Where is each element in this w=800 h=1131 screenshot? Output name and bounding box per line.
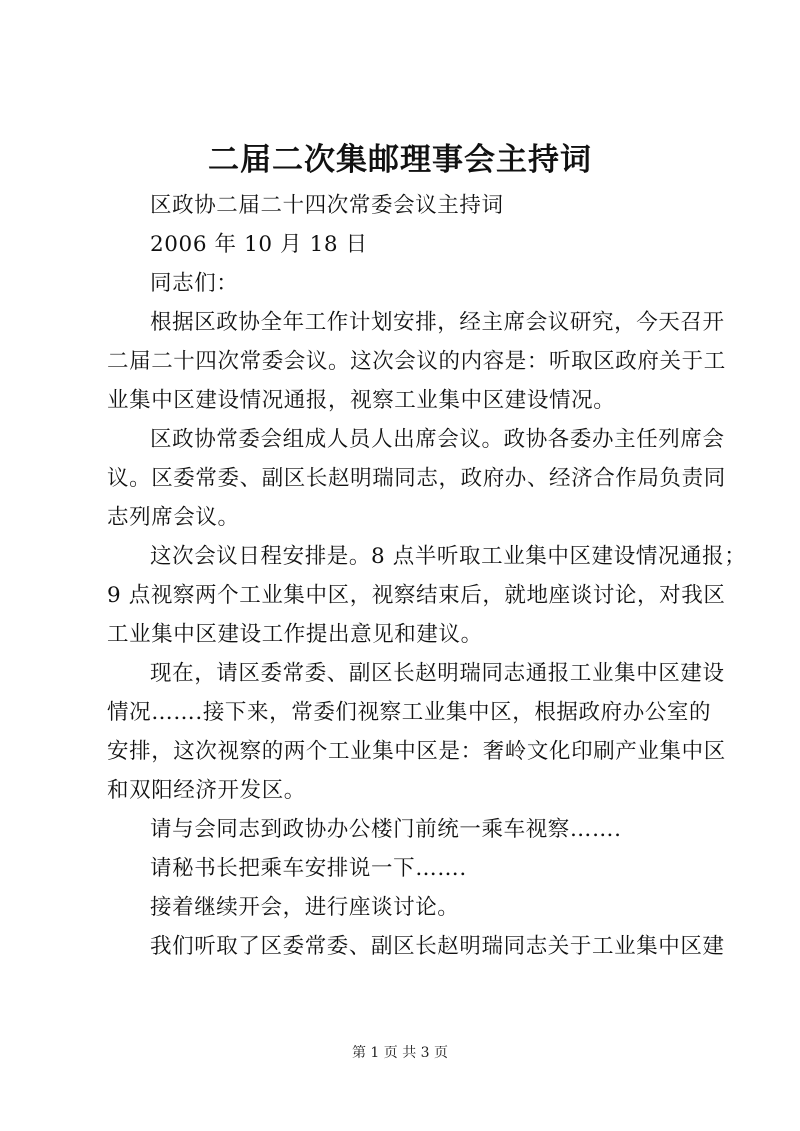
paragraph-line: 业集中区建设情况通报，视察工业集中区建设情况。 (107, 388, 616, 413)
paragraph-line: 接着继续开会，进行座谈讨论。 (150, 895, 460, 920)
paragraph-line: 安排，这次视察的两个工业集中区是：奢岭文化印刷产业集中区 (107, 739, 726, 764)
date-line: 2006 年 10 月 18 日 (150, 232, 368, 257)
paragraph-line: 根据区政协全年工作计划安排，经主席会议研究，今天召开 (150, 310, 725, 335)
paragraph-line: 志列席会议。 (107, 505, 240, 530)
document-body (107, 186, 747, 966)
paragraph-line: 议。区委常委、副区长赵明瑞同志，政府办、经济合作局负责同 (107, 466, 726, 491)
paragraph-line: 区政协常委会组成人员人出席会议。政协各委办主任列席会 (150, 427, 725, 452)
paragraph-line: 和双阳经济开发区。 (107, 778, 306, 803)
paragraph-line: 这次会议日程安排是。8 点半听取工业集中区建设情况通报； (150, 544, 747, 569)
salutation-line: 同志们： (150, 271, 239, 296)
paragraph-line: 二届二十四次常委会议。这次会议的内容是：听取区政府关于工 (107, 349, 726, 374)
paragraph-line: 9 点视察两个工业集中区，视察结束后，就地座谈讨论，对我区 (107, 583, 726, 608)
paragraph-line: 我们听取了区委常委、副区长赵明瑞同志关于工业集中区建 (150, 934, 725, 959)
page-number: 第 1 页 共 3 页 (351, 1045, 449, 1061)
page-footer (0, 1043, 800, 1063)
paragraph-line: 现在，请区委常委、副区长赵明瑞同志通报工业集中区建设 (150, 661, 725, 686)
paragraph-line: 工业集中区建设工作提出意见和建议。 (107, 622, 483, 647)
paragraph-line: 请与会同志到政协办公楼门前统一乘车视察……. (150, 817, 622, 842)
document-title: 二届二次集邮理事会主持词 (208, 142, 592, 178)
paragraph-line: 请秘书长把乘车安排说一下……. (150, 856, 467, 881)
paragraph-line: 情况…….接下来，常委们视察工业集中区，根据政府办公室的 (107, 700, 712, 725)
subtitle-line: 区政协二届二十四次常委会议主持词 (150, 193, 504, 218)
